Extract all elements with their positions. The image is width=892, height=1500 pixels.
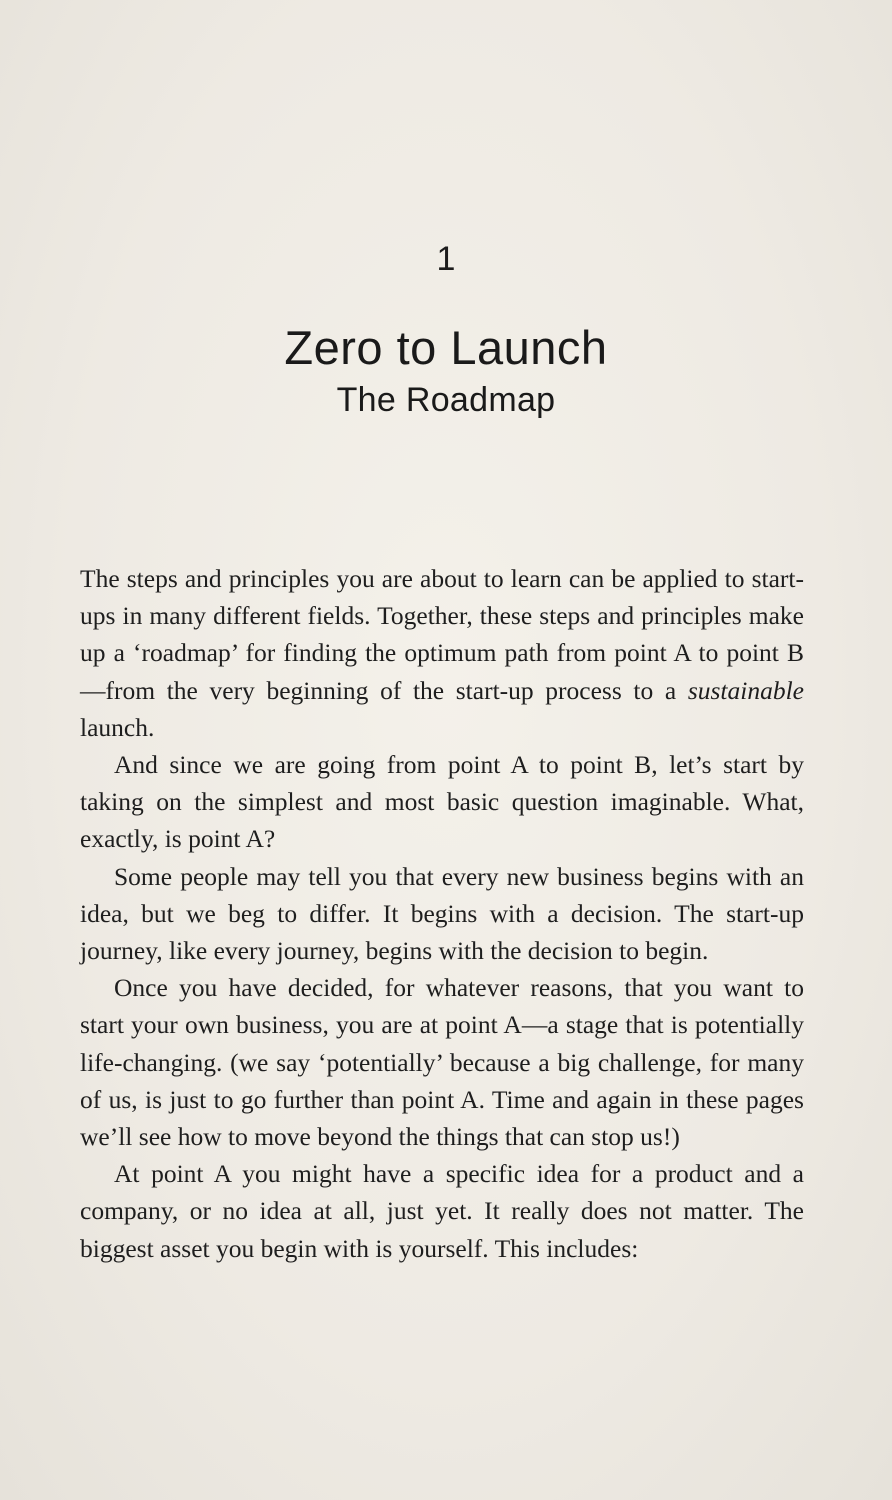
paragraph [80,560,804,746]
paragraph-text: The steps and principles you are about to learn can be applied to start-ups in many different fields. Together, these steps and principles make up a ‘roadmap’ for finding the optimum path from point A to point B—from the very beginning of the start-up process to a [80,564,804,705]
body-text [80,560,804,1267]
paragraph-text: launch. [80,712,155,742]
paragraph: Once you have decided, for whatever reasons, that you want to start your own business, you are at point A—a stage that is potentially life-changing. (we say ‘potentially’ because a big challenge, for many of us, is just to go further than point A. Time and again in these pages we’ll see how to move beyond the things that can stop us!) [80,973,804,1152]
paragraph: At point A you might have a specific idea for a product and a company, or no idea at all, just yet. It really does not matter. The biggest asset you begin with is yourself. This includes: [80,1159,804,1263]
chapter-number: 1 [436,240,456,278]
chapter-subtitle: The Roadmap [336,381,556,419]
paragraph: Some people may tell you that every new business begins with an idea, but we beg to differ. It begins with a decision. The start-up journey, like every journey, begins with the decision to begin. [80,861,804,966]
chapter-title: Zero to Launch [284,321,608,374]
emphasized-word: sustainable [687,675,804,705]
paragraph: And since we are going from point A to point B, let’s start by taking on the simplest and most basic question imaginable. What, exactly, is point A? [80,750,804,854]
